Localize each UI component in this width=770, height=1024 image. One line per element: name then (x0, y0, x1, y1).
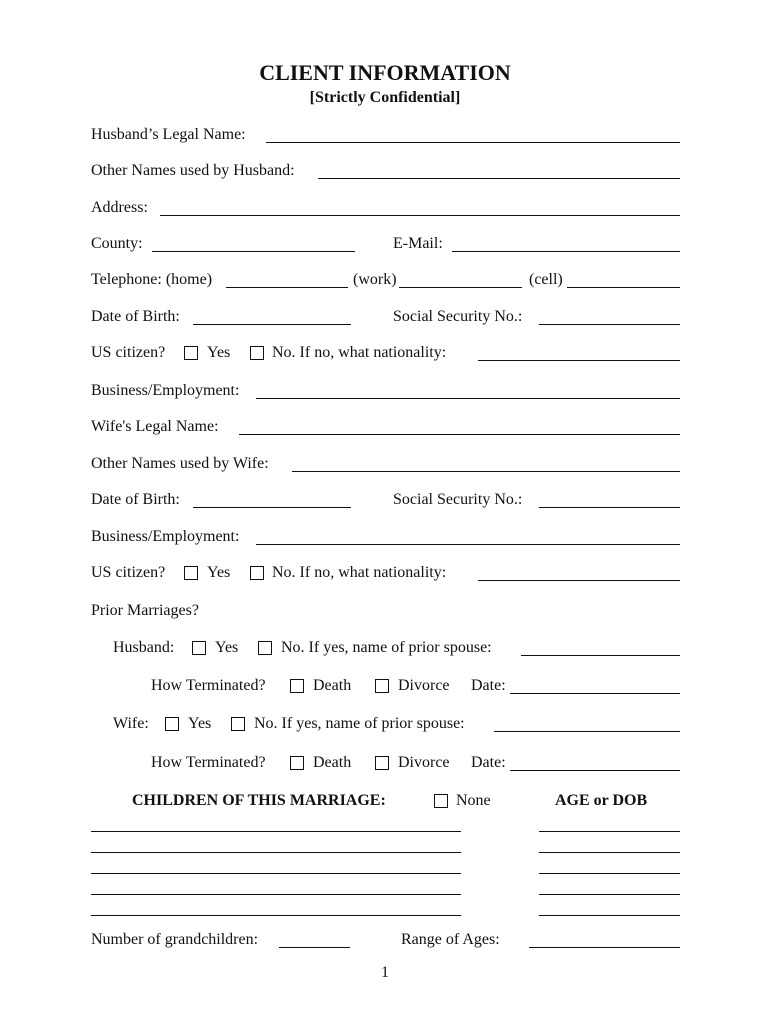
husband-prior-label: Husband: (113, 639, 175, 656)
wife-citizen-no-label: No. If no, what nationality: (272, 564, 447, 581)
child-age-field[interactable] (539, 894, 680, 895)
husband-termination-date-label: Date: (471, 677, 506, 694)
wife-prior-yes-label: Yes (188, 715, 212, 732)
husband-citizen-yes-checkbox[interactable] (184, 346, 198, 360)
wife-death-label: Death (313, 754, 352, 771)
child-name-field[interactable] (91, 873, 461, 874)
child-age-field[interactable] (539, 915, 680, 916)
wife-citizen-yes-checkbox[interactable] (184, 566, 198, 580)
wife-termination-date-field[interactable] (510, 770, 680, 771)
wife-legal-name-field[interactable] (239, 434, 680, 435)
husband-other-names-label: Other Names used by Husband: (91, 162, 295, 179)
telephone-cell-field[interactable] (567, 287, 680, 288)
husband-dob-field[interactable] (193, 324, 351, 325)
husband-termination-date-field[interactable] (510, 693, 680, 694)
county-label: County: (91, 235, 143, 252)
husband-us-citizen-label: US citizen? (91, 344, 166, 361)
child-age-field[interactable] (539, 852, 680, 853)
husband-prior-no-checkbox[interactable] (258, 641, 272, 655)
husband-nationality-field[interactable] (478, 360, 680, 361)
email-label: E-Mail: (393, 235, 443, 252)
wife-citizen-no-checkbox[interactable] (250, 566, 264, 580)
husband-dob-label: Date of Birth: (91, 308, 180, 325)
telephone-cell-label: (cell) (529, 271, 563, 288)
wife-ssn-label: Social Security No.: (393, 491, 523, 508)
wife-death-checkbox[interactable] (290, 756, 304, 770)
child-age-field[interactable] (539, 831, 680, 832)
husband-prior-no-label: No. If yes, name of prior spouse: (281, 639, 492, 656)
child-age-field[interactable] (539, 873, 680, 874)
wife-citizen-yes-label: Yes (207, 564, 231, 581)
grandchildren-label: Number of grandchildren: (91, 931, 259, 948)
wife-prior-label: Wife: (113, 715, 149, 732)
telephone-home-label: Telephone: (home) (91, 271, 213, 288)
husband-divorce-checkbox[interactable] (375, 679, 389, 693)
range-of-ages-label: Range of Ages: (401, 931, 500, 948)
husband-prior-yes-checkbox[interactable] (192, 641, 206, 655)
telephone-home-field[interactable] (226, 287, 348, 288)
wife-dob-field[interactable] (193, 507, 351, 508)
wife-us-citizen-label: US citizen? (91, 564, 166, 581)
children-heading: CHILDREN OF THIS MARRIAGE: (132, 792, 386, 809)
address-field[interactable] (160, 215, 680, 216)
page-title: CLIENT INFORMATION (259, 60, 511, 85)
husband-business-field[interactable] (256, 398, 680, 399)
children-none-label: None (456, 792, 491, 809)
husband-other-names-field[interactable] (318, 178, 680, 179)
email-field[interactable] (452, 251, 680, 252)
wife-business-field[interactable] (256, 544, 680, 545)
husband-death-checkbox[interactable] (290, 679, 304, 693)
wife-prior-no-label: No. If yes, name of prior spouse: (254, 715, 465, 732)
wife-termination-date-label: Date: (471, 754, 506, 771)
wife-prior-no-checkbox[interactable] (231, 717, 245, 731)
husband-legal-name-label: Husband’s Legal Name: (91, 126, 246, 143)
husband-citizen-yes-label: Yes (207, 344, 231, 361)
child-name-field[interactable] (91, 894, 461, 895)
wife-business-label: Business/Employment: (91, 528, 240, 545)
age-dob-heading: AGE or DOB (555, 792, 648, 809)
husband-how-terminated-label: How Terminated? (151, 677, 266, 694)
wife-prior-spouse-field[interactable] (494, 731, 680, 732)
grandchildren-field[interactable] (279, 947, 350, 948)
wife-ssn-field[interactable] (539, 507, 680, 508)
husband-business-label: Business/Employment: (91, 382, 240, 399)
husband-prior-spouse-field[interactable] (521, 655, 680, 656)
wife-dob-label: Date of Birth: (91, 491, 180, 508)
telephone-work-field[interactable] (399, 287, 522, 288)
county-field[interactable] (152, 251, 355, 252)
wife-other-names-label: Other Names used by Wife: (91, 455, 269, 472)
prior-marriages-label: Prior Marriages? (91, 602, 199, 619)
husband-death-label: Death (313, 677, 352, 694)
child-name-field[interactable] (91, 915, 461, 916)
husband-ssn-label: Social Security No.: (393, 308, 523, 325)
wife-divorce-label: Divorce (398, 754, 450, 771)
wife-divorce-checkbox[interactable] (375, 756, 389, 770)
husband-prior-yes-label: Yes (215, 639, 239, 656)
husband-divorce-label: Divorce (398, 677, 450, 694)
address-label: Address: (91, 199, 148, 216)
husband-legal-name-field[interactable] (266, 142, 680, 143)
wife-other-names-field[interactable] (292, 471, 680, 472)
husband-citizen-no-checkbox[interactable] (250, 346, 264, 360)
wife-nationality-field[interactable] (478, 580, 680, 581)
wife-prior-yes-checkbox[interactable] (165, 717, 179, 731)
range-of-ages-field[interactable] (529, 947, 680, 948)
page-subtitle: [Strictly Confidential] (309, 89, 461, 106)
telephone-work-label: (work) (353, 271, 397, 288)
wife-legal-name-label: Wife's Legal Name: (91, 418, 219, 435)
husband-ssn-field[interactable] (539, 324, 680, 325)
child-name-field[interactable] (91, 831, 461, 832)
child-name-field[interactable] (91, 852, 461, 853)
husband-citizen-no-label: No. If no, what nationality: (272, 344, 447, 361)
children-none-checkbox[interactable] (434, 794, 448, 808)
page-number: 1 (381, 964, 389, 981)
wife-how-terminated-label: How Terminated? (151, 754, 266, 771)
